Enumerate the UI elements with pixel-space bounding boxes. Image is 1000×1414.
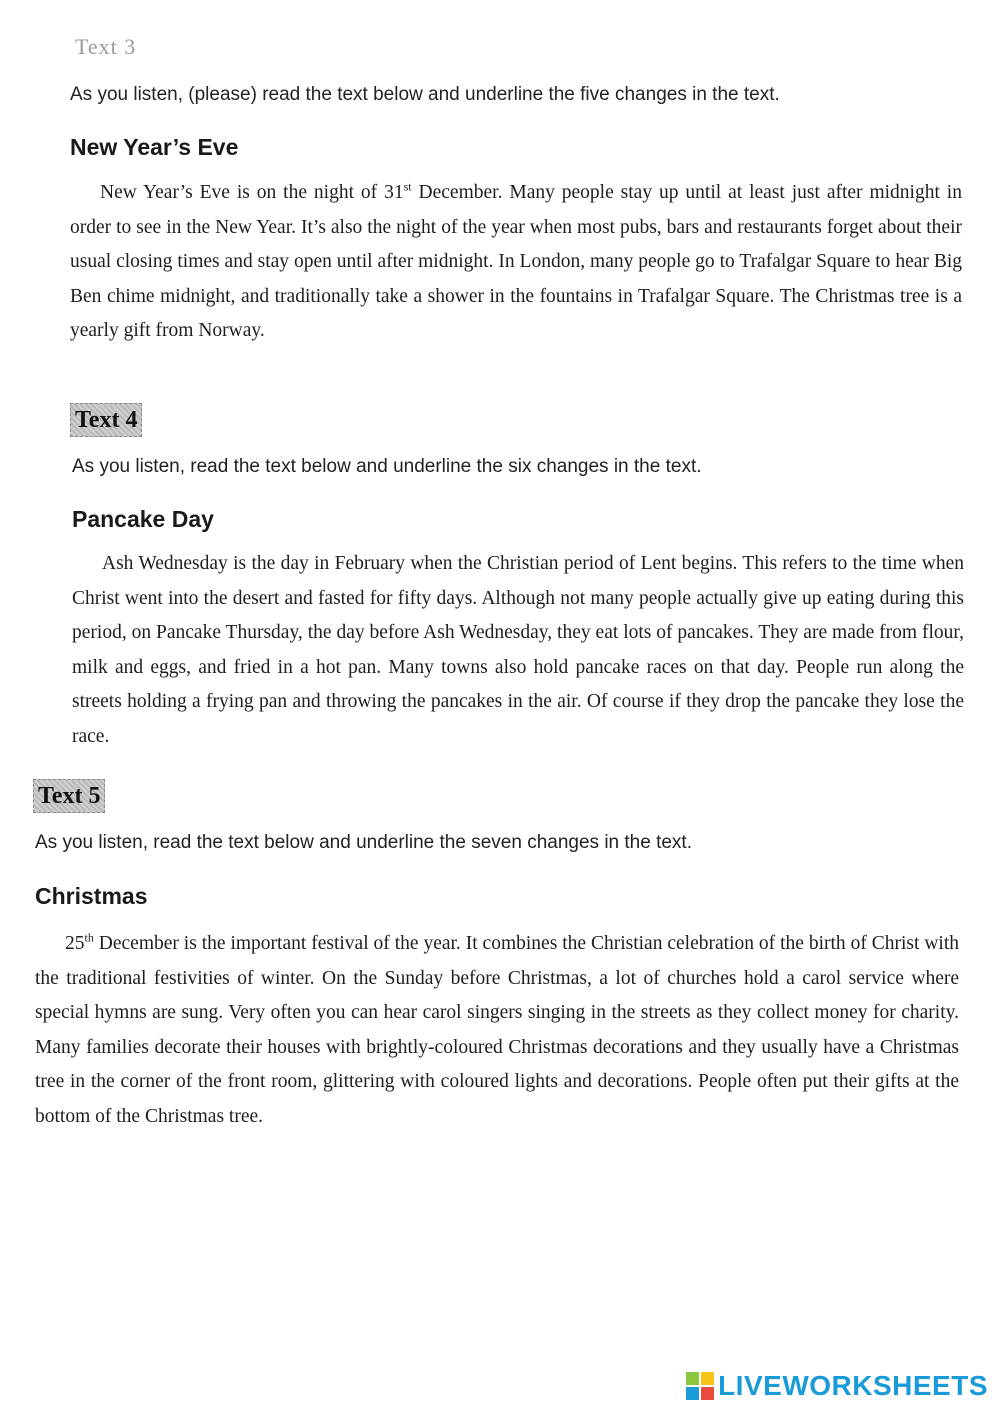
section5-instruction: As you listen, read the text below and underline the seven changes in the text.: [35, 832, 692, 853]
section5-superscript: th: [84, 930, 94, 945]
faint-section-label: Text 3: [75, 34, 137, 59]
section5-paragraph: [35, 927, 959, 1134]
section3-title: New Year’s Eve: [70, 134, 239, 160]
liveworksheets-wordmark: LIVEWORKSHEETS: [718, 1370, 988, 1401]
section5-title: Christmas: [35, 883, 148, 909]
section3-paragraph: [70, 176, 962, 349]
section4-label: Text 4: [70, 403, 142, 437]
liveworksheets-logo-icon: [686, 1372, 714, 1400]
section3-instruction: As you listen, (please) read the text below and underline the five changes in the text.: [70, 84, 780, 105]
liveworksheets-brand[interactable]: [686, 1370, 988, 1402]
section4-instruction: As you listen, read the text below and underline the six changes in the text.: [72, 456, 702, 477]
section5-text-start: 25: [65, 933, 85, 954]
section4-paragraph: [72, 547, 964, 754]
section3-text-start: New Year’s Eve is on the night of 31: [100, 182, 404, 203]
section5-label: Text 5: [33, 779, 105, 813]
section5-text-rest: December is the important festival of the year. It combines the Christian celebration of the birth of Christ with the traditional festivities of winter. On the Sunday before Christmas, a lot of churches hold a carol service where special hymns are sung. Very often you can hear carol singers singing in the streets as they collect money for charity. Many families decorate their houses with brightly-coloured Christmas decorations and they usually have a Christmas tree in the corner of the front room, glittering with coloured lights and decorations. People often put their gifts at the bottom of the Christmas tree.: [35, 933, 959, 1127]
section4-title: Pancake Day: [72, 506, 214, 532]
section3-text-rest: December. Many people stay up until at least just after midnight in order to see in the New Year. It’s also the night of the year when most pubs, bars and restaurants forget about their usual closing times and stay open until after midnight. In London, many people go to Trafalgar Square to hear Big Ben chime midnight, and traditionally take a shower in the fountains in Trafalgar Square. The Christmas tree is a yearly gift from Norway.: [70, 182, 962, 341]
section4-text: Ash Wednesday is the day in February when the Christian period of Lent begins. This refers to the time when Christ went into the desert and fasted for fifty days. Although not many people actually give up eating during this period, on Pancake Thursday, the day before Ash Wednesday, they eat lots of pancakes. They are made from flour, milk and eggs, and fried in a hot pan. Many towns also hold pancake races on that day. People run along the streets holding a frying pan and throwing the pancakes in the air. Of course if they drop the pancake they lose the race.: [72, 553, 964, 747]
section3-superscript: st: [403, 179, 412, 194]
